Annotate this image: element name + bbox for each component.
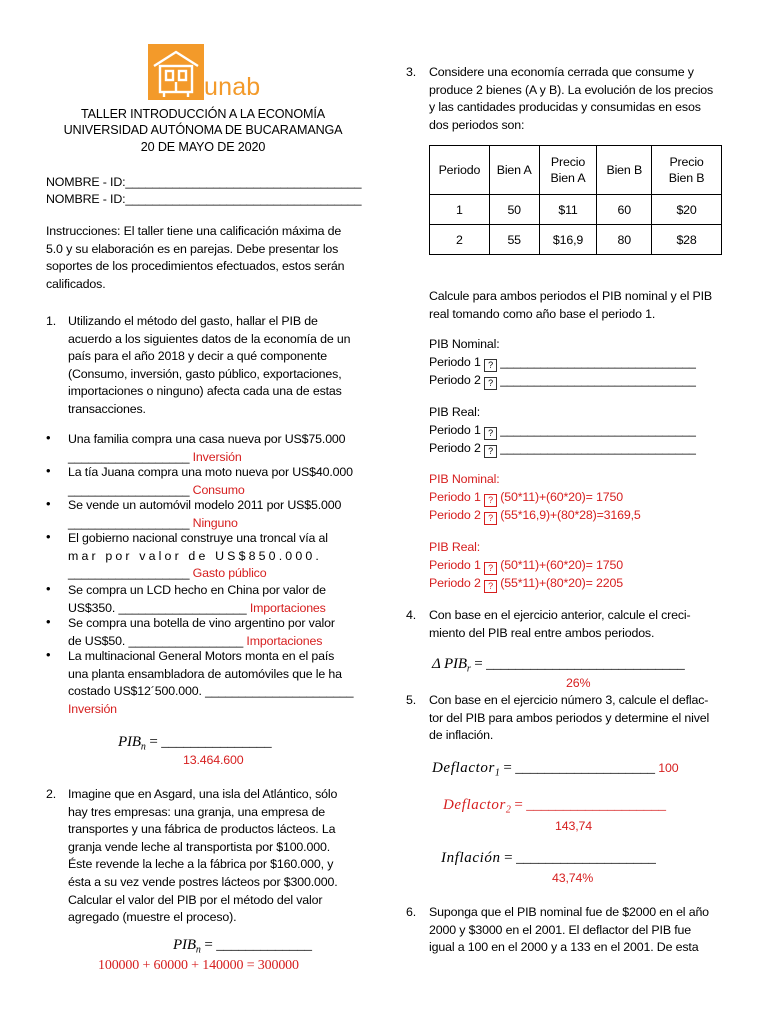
formula-sub: n	[140, 741, 146, 753]
formula-label: PIB	[173, 937, 196, 953]
table-cell: $28	[652, 225, 722, 255]
formula-sub: 1	[494, 767, 500, 779]
formula-blank[interactable]: = ___________________________	[470, 656, 685, 672]
prompt-line: Calcule para ambos periodos el PIB nominal y el PIB	[429, 289, 712, 303]
question-line: ésta a su vez vende postres lácteos por $300.000.	[68, 874, 338, 889]
answer-blank[interactable]: _____________________________	[500, 372, 696, 387]
question-line: Con base en el ejercicio anterior, calcule el creci-	[429, 608, 691, 622]
prompt-line: real tomando como año base el periodo 1.	[429, 306, 656, 321]
answer-blank[interactable]: __________________	[68, 566, 190, 581]
q1-item-6	[68, 615, 368, 650]
worksheet-date: 20 DE MAYO DE 2020	[140, 140, 266, 154]
table-cell: $11	[539, 195, 597, 225]
period-label: Periodo 2	[429, 575, 481, 590]
item-text: Se vende un automóvil modelo 2011 por US$5.000	[68, 498, 342, 512]
instructions-line: 5.0 y su elaboración es en parejas. Debe presentar los	[46, 241, 339, 256]
table-cell: 2	[430, 225, 490, 255]
question-2-number: 2.	[46, 787, 57, 801]
q1-item-2	[68, 464, 368, 499]
instructions-line: Instrucciones: El taller tiene una calificación máxima de	[46, 224, 342, 238]
answer-blank[interactable]: costado US$12´500.000. ______________________	[68, 684, 354, 699]
period-label: Periodo 1	[429, 557, 481, 572]
question-line: transacciones.	[68, 401, 146, 416]
answer-value: (50*11)+(60*20)= 1750	[500, 489, 623, 504]
table-row	[430, 195, 722, 225]
question-line: Calcular el valor del PIB por el método del valor	[68, 892, 323, 907]
question-line: granja vende leche al transportista por $100.000.	[68, 839, 330, 854]
question-line: Imagine que en Asgard, una isla del Atlántico, sólo	[68, 787, 338, 801]
item-text: El gobierno nacional construye una troncal vía al	[68, 531, 328, 545]
price-quantity-table	[429, 145, 722, 255]
question-line: produce 2 bienes (A y B). La evolución de los precios	[429, 82, 714, 97]
question-line: transportes y una fábrica de productos lácteos. La	[68, 822, 336, 837]
section-title: PIB Real:	[429, 405, 480, 419]
table-row	[430, 225, 722, 255]
q3-real-answers	[429, 539, 729, 593]
answer-value: (50*11)+(60*20)= 1750	[500, 557, 623, 572]
item-text: Una familia compra una casa nueva por US$75.000	[68, 432, 346, 446]
question-line: miento del PIB real entre ambos periodos.	[429, 625, 655, 640]
formula-label: Deflactor	[443, 797, 506, 813]
question-line: Éste revende la leche a la fábrica por $160.000, y	[68, 857, 334, 872]
answer-blank[interactable]: US$350. ___________________	[68, 600, 247, 615]
question-line: (Consumo, inversión, gasto público, exportaciones,	[68, 366, 342, 381]
question-1-number: 1.	[46, 314, 57, 328]
item-answer: Consumo	[192, 482, 245, 497]
answer-blank[interactable]: _____________________________	[500, 354, 696, 369]
name-field-1[interactable]: NOMBRE - ID:___________________________________	[46, 175, 362, 189]
q1-item-5	[68, 582, 368, 617]
question-line: Utilizando el método del gasto, hallar el PIB de	[68, 314, 318, 328]
formula-sub: 2	[505, 804, 511, 816]
formula-label: PIB	[118, 734, 141, 750]
q4-formula	[432, 656, 685, 678]
question-line: Suponga que el PIB nominal fue de $2000 en el año	[429, 905, 709, 919]
formula-label: Inflación	[441, 850, 501, 866]
question-5-number: 5.	[406, 693, 417, 707]
section-title: PIB Nominal:	[429, 337, 500, 351]
table-cell: $20	[652, 195, 722, 225]
bullet-icon: •	[46, 463, 51, 478]
period-label: Periodo 2	[429, 507, 481, 522]
instructions-line: soportes de los procedimientos efectuados, estos serán	[46, 259, 345, 274]
table-header: Precio Bien B	[652, 146, 722, 195]
q3-prompt	[429, 288, 729, 323]
question-line: Considere una economía cerrada que consume y	[429, 65, 694, 79]
item-text: La tía Juana compra una moto nueva por US$40.000	[68, 465, 353, 479]
worksheet-title: TALLER INTRODUCCIÓN A LA ECONOMÍA	[81, 107, 325, 121]
inflacion-formula	[441, 850, 656, 868]
answer-value: (55*16,9)+(80*28)=3169,5	[500, 507, 641, 522]
question-4-text	[429, 607, 725, 642]
table-header: Precio Bien A	[539, 146, 597, 195]
instructions	[46, 223, 362, 293]
question-line: tor del PIB para ambos periodos y determine el nivel	[429, 710, 710, 725]
answer-blank[interactable]: __________________	[68, 449, 190, 464]
question-line: Con base en el ejercicio número 3, calcule el deflac-	[429, 693, 709, 707]
question-line: importaciones o ninguno) afecta cada una de estas	[68, 384, 342, 399]
question-5-text	[429, 692, 725, 745]
question-line: acuerdo a los siguientes datos de la economía de un	[68, 331, 351, 346]
inflacion-answer: 43,74%	[552, 871, 594, 885]
q4-answer: 26%	[566, 676, 591, 690]
item-text: La multinacional General Motors monta en el país	[68, 649, 335, 663]
answer-blank[interactable]: __________________	[68, 515, 190, 530]
deflactor-1-answer: 100	[658, 761, 679, 775]
logo-text: unab	[204, 73, 261, 101]
period-label: Periodo 2	[429, 440, 481, 455]
table-cell: 80	[597, 225, 652, 255]
answer-value: (55*11)+(80*20)= 2205	[500, 575, 623, 590]
bullet-icon: •	[46, 581, 51, 596]
placeholder-box-icon: ?	[484, 512, 497, 525]
table-header: Periodo	[430, 146, 490, 195]
item-answer: Ninguno	[192, 515, 238, 530]
item-answer: Gasto público	[192, 566, 267, 581]
question-3-text	[429, 64, 723, 134]
deflactor-2-answer: 143,74	[555, 819, 592, 833]
question-4-number: 4.	[406, 608, 417, 622]
placeholder-box-icon: ?	[484, 427, 497, 440]
question-line: 2000 y $3000 en el 2001. El deflactor del PIB fue	[429, 922, 691, 937]
period-label: Periodo 2	[429, 372, 481, 387]
q1-answer: 13.464.600	[183, 753, 244, 767]
formula-label: Δ PIB	[432, 656, 467, 672]
formula-blank[interactable]: = ___________________	[510, 797, 666, 813]
name-field-2[interactable]: NOMBRE - ID:___________________________________	[46, 192, 362, 206]
question-line: hay tres empresas: una granja, una empresa de	[68, 804, 326, 819]
item-text: una planta ensambladora de automóviles que le ha	[68, 666, 342, 681]
item-text: Se compra un LCD hecho en China por valor de	[68, 583, 326, 597]
answer-blank[interactable]: _____________________________	[500, 440, 696, 455]
bullet-icon: •	[46, 496, 51, 511]
question-3-number: 3.	[406, 65, 417, 79]
formula-sub: n	[195, 944, 201, 956]
deflactor-1-formula	[432, 760, 678, 782]
answer-blank[interactable]: _____________________________	[500, 422, 696, 437]
section-title: PIB Nominal:	[429, 472, 500, 486]
item-answer: Importaciones	[249, 600, 326, 615]
table-cell: $16,9	[539, 225, 597, 255]
period-label: Periodo 1	[429, 354, 481, 369]
formula-sub: r	[466, 663, 471, 675]
formula-label: Deflactor	[432, 760, 495, 776]
answer-blank[interactable]: de US$50. _________________	[68, 633, 244, 648]
q2-formula	[173, 937, 312, 959]
instructions-line: calificados.	[46, 276, 106, 291]
university-name: UNIVERSIDAD AUTÓNOMA DE BUCARAMANGA	[63, 123, 343, 137]
question-1-text	[68, 313, 362, 419]
table-header: Bien B	[597, 146, 652, 195]
question-6-number: 6.	[406, 905, 417, 919]
placeholder-box-icon: ?	[484, 580, 497, 593]
q1-item-1	[68, 431, 368, 466]
question-line: y las cantidades producidas y consumidas en esos	[429, 100, 701, 115]
question-2-text	[68, 786, 362, 927]
table-cell: 1	[430, 195, 490, 225]
item-answer: Importaciones	[246, 633, 323, 648]
section-title: PIB Real:	[429, 540, 480, 554]
placeholder-box-icon: ?	[484, 377, 497, 390]
table-cell: 55	[489, 225, 539, 255]
bullet-icon: •	[46, 647, 51, 662]
formula-blank[interactable]: = ___________________	[499, 760, 655, 776]
q3-nominal-block	[429, 336, 729, 390]
question-line: dos periodos son:	[429, 117, 525, 132]
item-text: Se compra una botella de vino argentino por valor	[68, 616, 335, 630]
university-logo	[148, 44, 264, 104]
q2-answer: 100000 + 60000 + 140000 = 300000	[98, 958, 299, 973]
q1-item-3	[68, 497, 368, 532]
deflactor-2-formula	[443, 797, 666, 819]
question-line: país para el año 2018 y decir a qué componente	[68, 349, 327, 364]
answer-blank[interactable]: __________________	[68, 482, 190, 497]
table-cell: 60	[597, 195, 652, 225]
formula-blank[interactable]: = _______________	[145, 734, 272, 750]
period-label: Periodo 1	[429, 422, 481, 437]
logo-building-icon	[148, 44, 204, 100]
question-line: de inflación.	[429, 728, 494, 743]
item-answer: Inversión	[192, 449, 242, 464]
question-line: agregado (muestre el proceso).	[68, 910, 237, 925]
period-label: Periodo 1	[429, 489, 481, 504]
table-cell: 50	[489, 195, 539, 225]
bullet-icon: •	[46, 529, 51, 544]
question-line: igual a 100 en el 2000 y a 133 en el 2001. De esta	[429, 940, 699, 955]
formula-blank[interactable]: = _____________	[200, 937, 312, 953]
table-header: Bien A	[489, 146, 539, 195]
bullet-icon: •	[46, 430, 51, 445]
q1-item-7	[68, 648, 368, 718]
item-answer: Inversión	[68, 701, 117, 716]
q1-item-4	[68, 530, 368, 583]
placeholder-box-icon: ?	[484, 359, 497, 372]
placeholder-box-icon: ?	[484, 562, 497, 575]
bullet-icon: •	[46, 614, 51, 629]
q3-nominal-answers	[429, 471, 729, 525]
placeholder-box-icon: ?	[484, 445, 497, 458]
formula-blank[interactable]: = ___________________	[500, 850, 656, 866]
q3-real-block	[429, 404, 729, 458]
item-text: m a r p o r v a l o r d e U S $ 8 5 0 . 0 0 0 .	[68, 548, 319, 563]
placeholder-box-icon: ?	[484, 494, 497, 507]
question-6-text	[429, 904, 725, 957]
